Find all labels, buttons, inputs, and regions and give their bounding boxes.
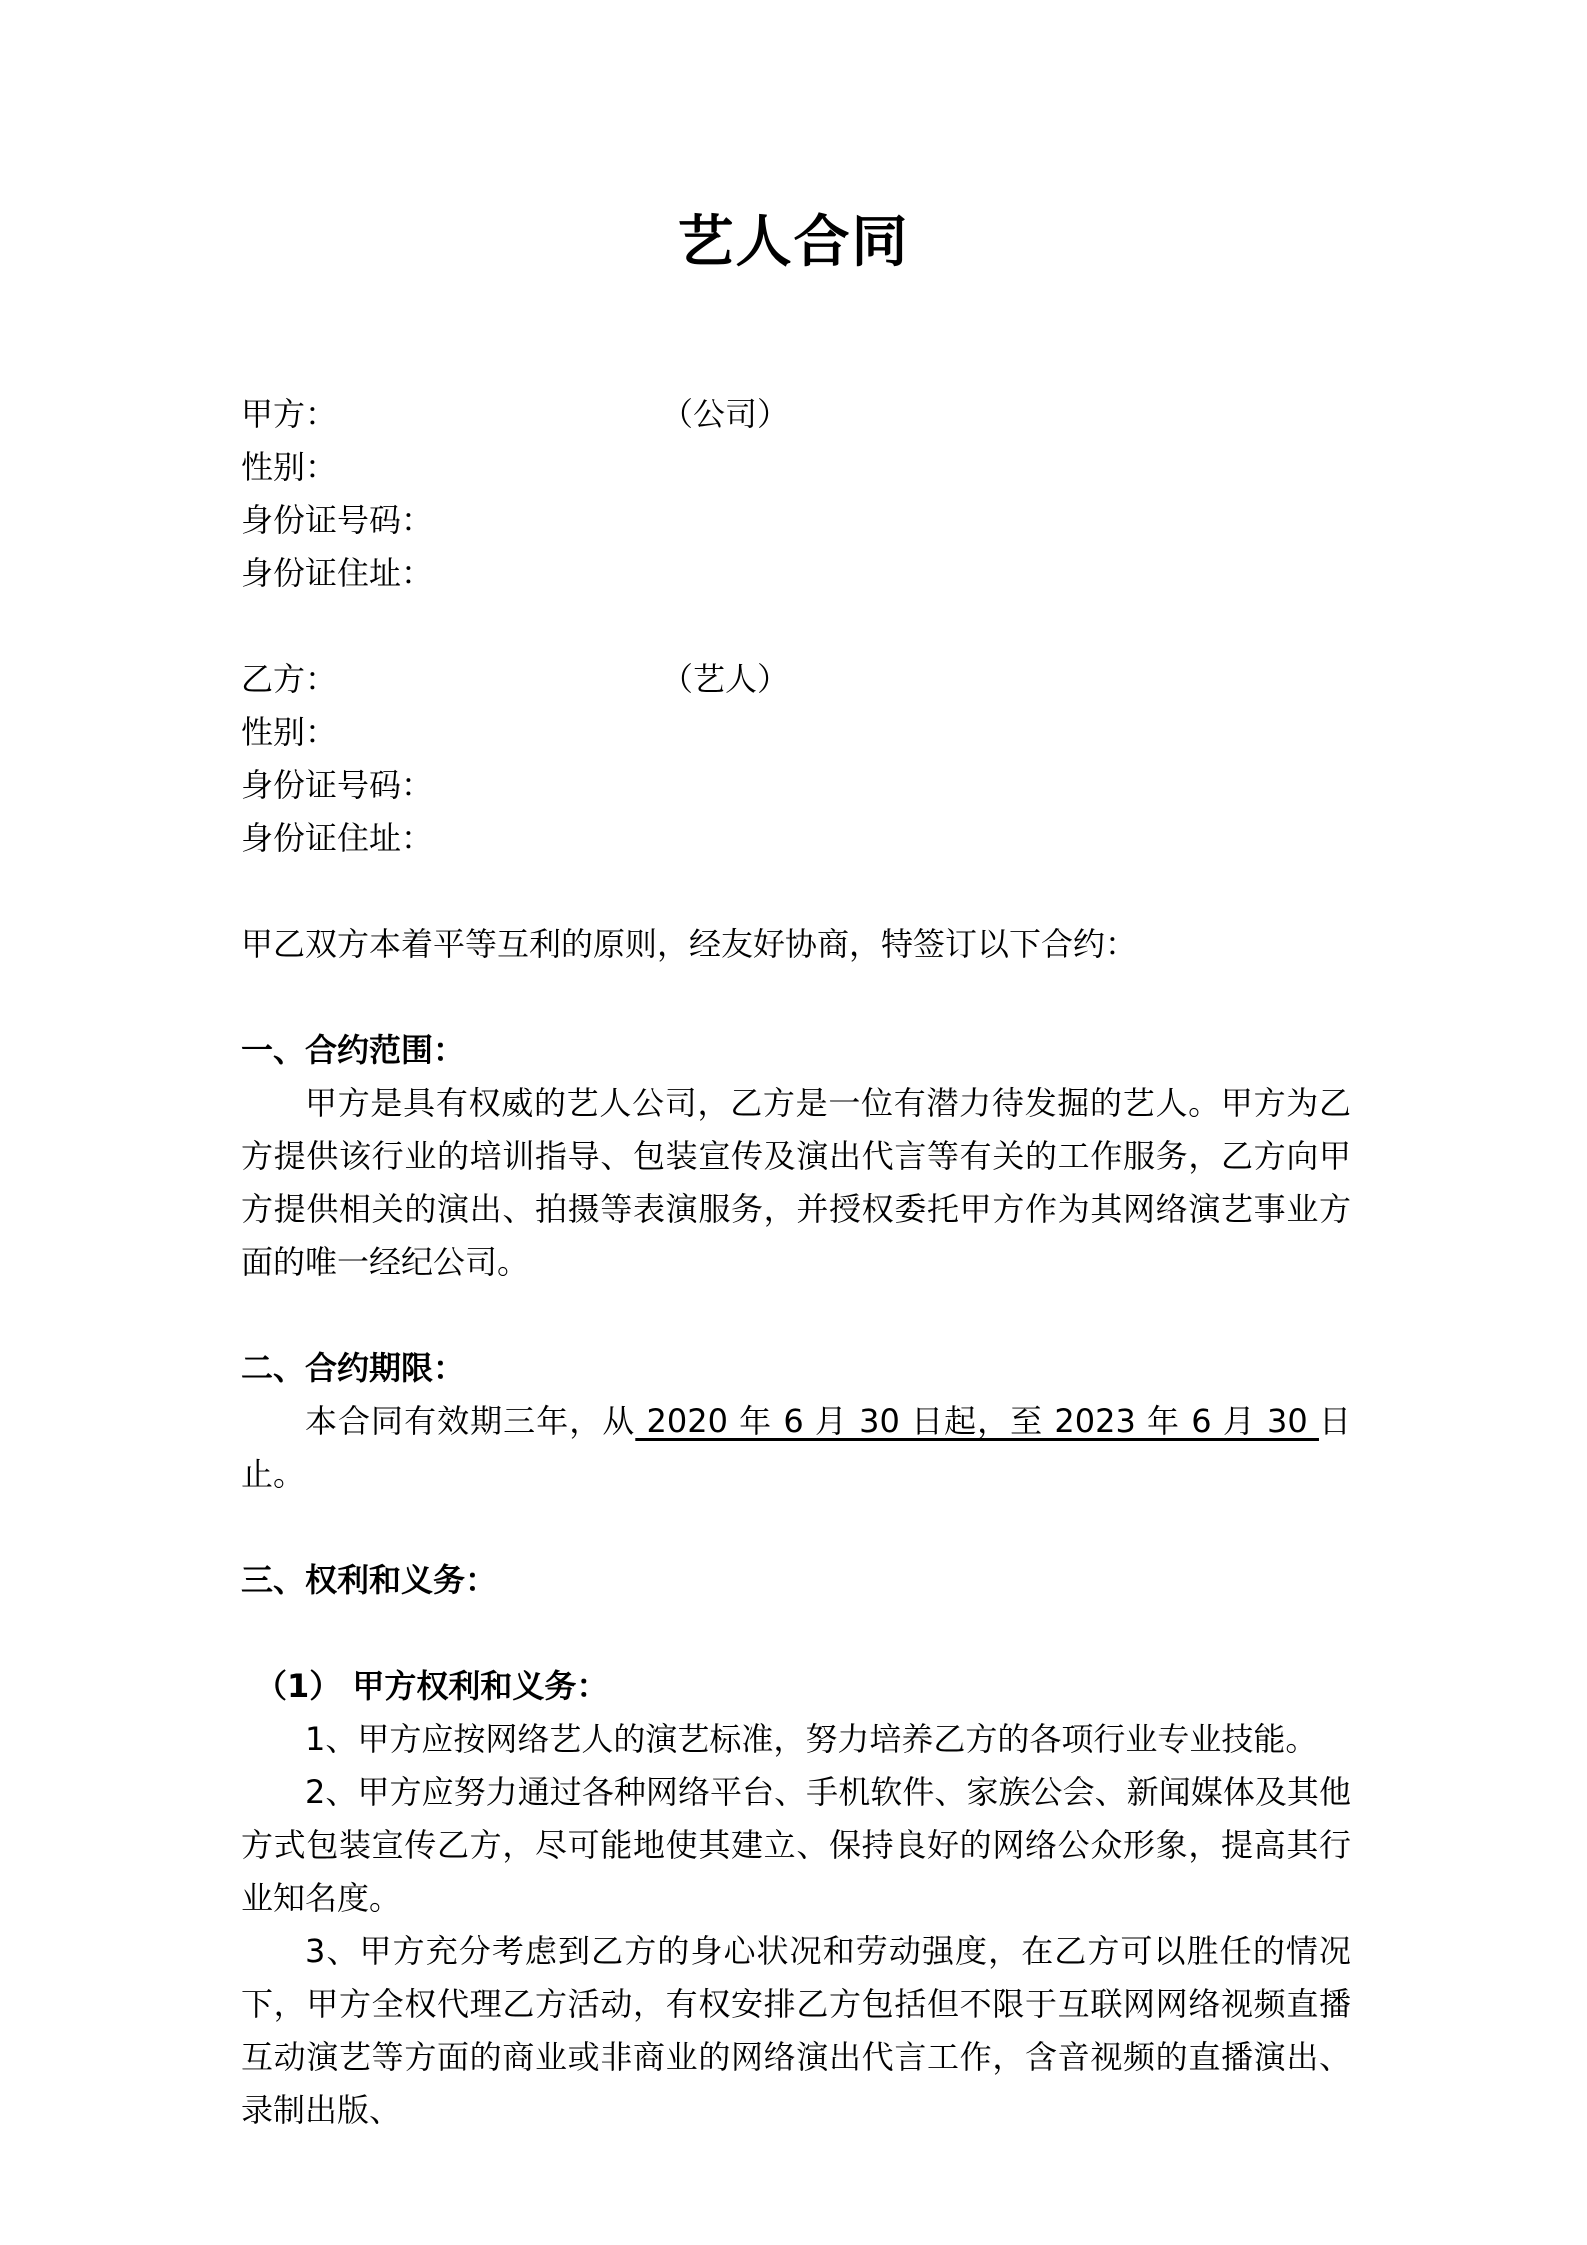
section3-item-2: 2、甲方应努力通过各种网络平台、手机软件、家族公会、新闻媒体及其他方式包装宣传乙方，尽可能地使其建立、保持良好的网络公众形象，提高其行业知名度。 (241, 1773, 1351, 1917)
section2-prefix: 本合同有效期三年，从 (305, 1402, 636, 1440)
intro-paragraph: 甲乙双方本着平等互利的原则，经友好协商，特签订以下合约： (241, 925, 1138, 963)
section2-heading: 二、合约期限： (241, 1349, 466, 1387)
section1-body: 甲方是具有权威的艺人公司，乙方是一位有潜力待发掘的艺人。甲方为乙方提供该行业的培训指导、包装宣传及演出代言等有关的工作服务，乙方向甲方提供相关的演出、拍摄等表演服务，并授权委托甲方作为其网络演艺事业方面的唯一经纪公司。 (241, 1084, 1351, 1281)
section2-period: 2020 年 6 月 30 日起，至 2023 年 6 月 30 (635, 1402, 1319, 1440)
section3-item-3: 3、甲方充分考虑到乙方的身心状况和劳动强度，在乙方可以胜任的情况下，甲方全权代理乙方活动，有权安排乙方包括但不限于互联网网络视频直播互动演艺等方面的商业或非商业的网络演出代言工作，含音视频的直播演出、录制出版、 (241, 1932, 1351, 2129)
document-title: 艺人合同 (677, 210, 910, 275)
party-b-id-address: 身份证住址： (241, 819, 434, 857)
party-a-id-address: 身份证住址： (241, 554, 434, 592)
section3-sub1-heading: （1） 甲方权利和义务： (255, 1667, 609, 1705)
party-a-id-number: 身份证号码： (241, 501, 434, 539)
section3-heading: 三、权利和义务： (241, 1561, 498, 1599)
party-a-label: 甲方： (241, 395, 338, 433)
party-b-row (241, 653, 1351, 706)
party-b-gender: 性别： (241, 713, 338, 751)
party-b-note: （艺人） (661, 660, 790, 698)
party-b-id-number: 身份证号码： (241, 766, 434, 804)
party-a-row (241, 388, 1351, 441)
section3-item-1: 1、甲方应按网络艺人的演艺标准，努力培养乙方的各项行业专业技能。 (305, 1720, 1318, 1758)
party-b-label: 乙方： (241, 660, 338, 698)
section2-suffix: 日止。 (241, 1402, 1351, 1493)
section2-body (241, 1395, 1351, 1501)
party-a-note: （公司） (661, 395, 790, 433)
party-a-gender: 性别： (241, 448, 338, 486)
section1-heading: 一、合约范围： (241, 1031, 466, 1069)
document-body (241, 388, 1351, 2137)
